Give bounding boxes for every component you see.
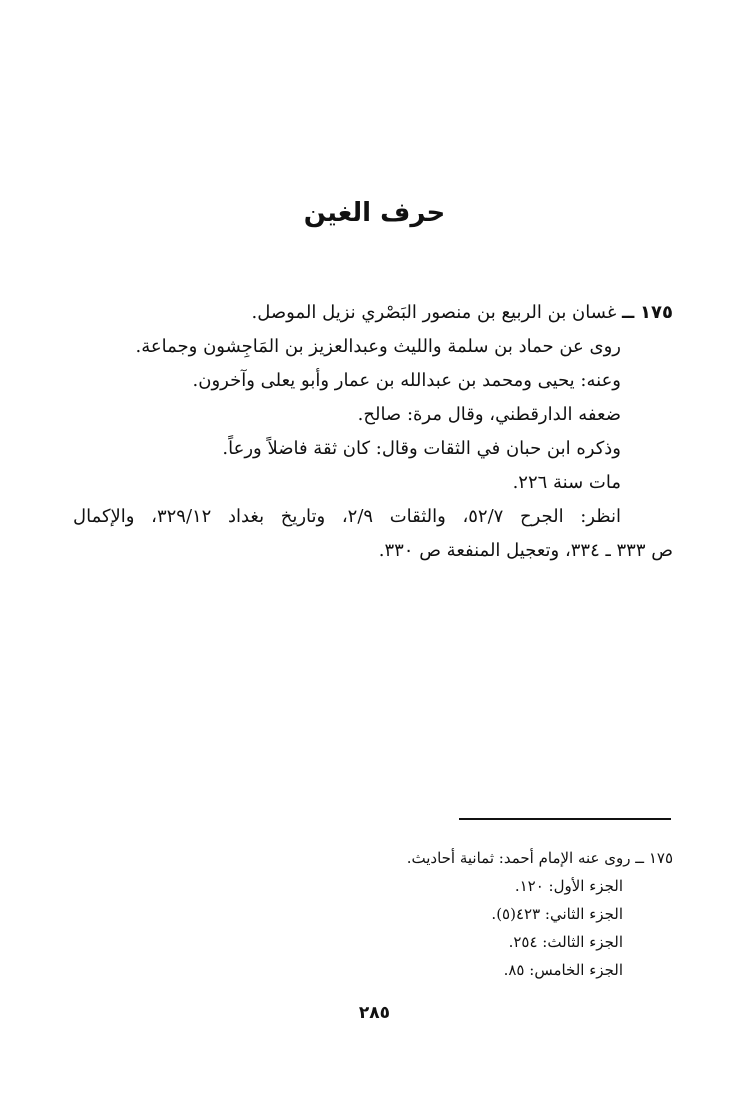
entry-dash: ــ [621,302,635,323]
entry-number: ١٧٥ [640,302,673,323]
footnotes [253,844,673,984]
footnote-part-5: الجزء الخامس: ٨٥. [503,961,623,979]
biography-entry [73,296,673,568]
footnote-lead: ١٧٥ ــ روى عنه الإمام أحمد: ثمانية أحاديث. [406,849,673,867]
footnote-divider [459,818,671,820]
entry-line-teachers: روى عن حماد بن سلمة والليث وعبدالعزيز بن المَاجِشون وجماعة. [135,336,621,357]
entry-references-continuation: ص ٣٣٣ ـ ٣٣٤، وتعجيل المنفعة ص ٣٣٠. [378,540,673,561]
footnote-part-2: الجزء الثاني: ٤٢٣(٥). [491,905,623,923]
entry-heading-line [73,296,673,330]
chapter-title: حرف الغين [303,198,446,228]
entry-line-death: مات سنة ٢٢٦. [512,472,621,493]
entry-line-ibn-hibban: وذكره ابن حبان في الثقات وقال: كان ثقة فاضلاً ورعاً. [222,438,621,459]
page-number: ٢٨٥ [358,1003,391,1023]
entry-references-line: انظر: الجرح ٥٢/٧، والثقات ٢/٩، وتاريخ بغداد ٣٢٩/١٢، والإكمال [73,506,622,527]
entry-line-grading: ضعفه الدارقطني، وقال مرة: صالح. [357,404,621,425]
footnote-part-1: الجزء الأول: ١٢٠. [514,877,623,895]
entry-name: غسان بن الربيع بن منصور البَصْري نزيل الموصل. [251,302,617,323]
entry-line-students: وعنه: يحيى ومحمد بن عبدالله بن عمار وأبو يعلى وآخرون. [192,370,621,391]
footnote-part-3: الجزء الثالث: ٢٥٤. [508,933,623,951]
